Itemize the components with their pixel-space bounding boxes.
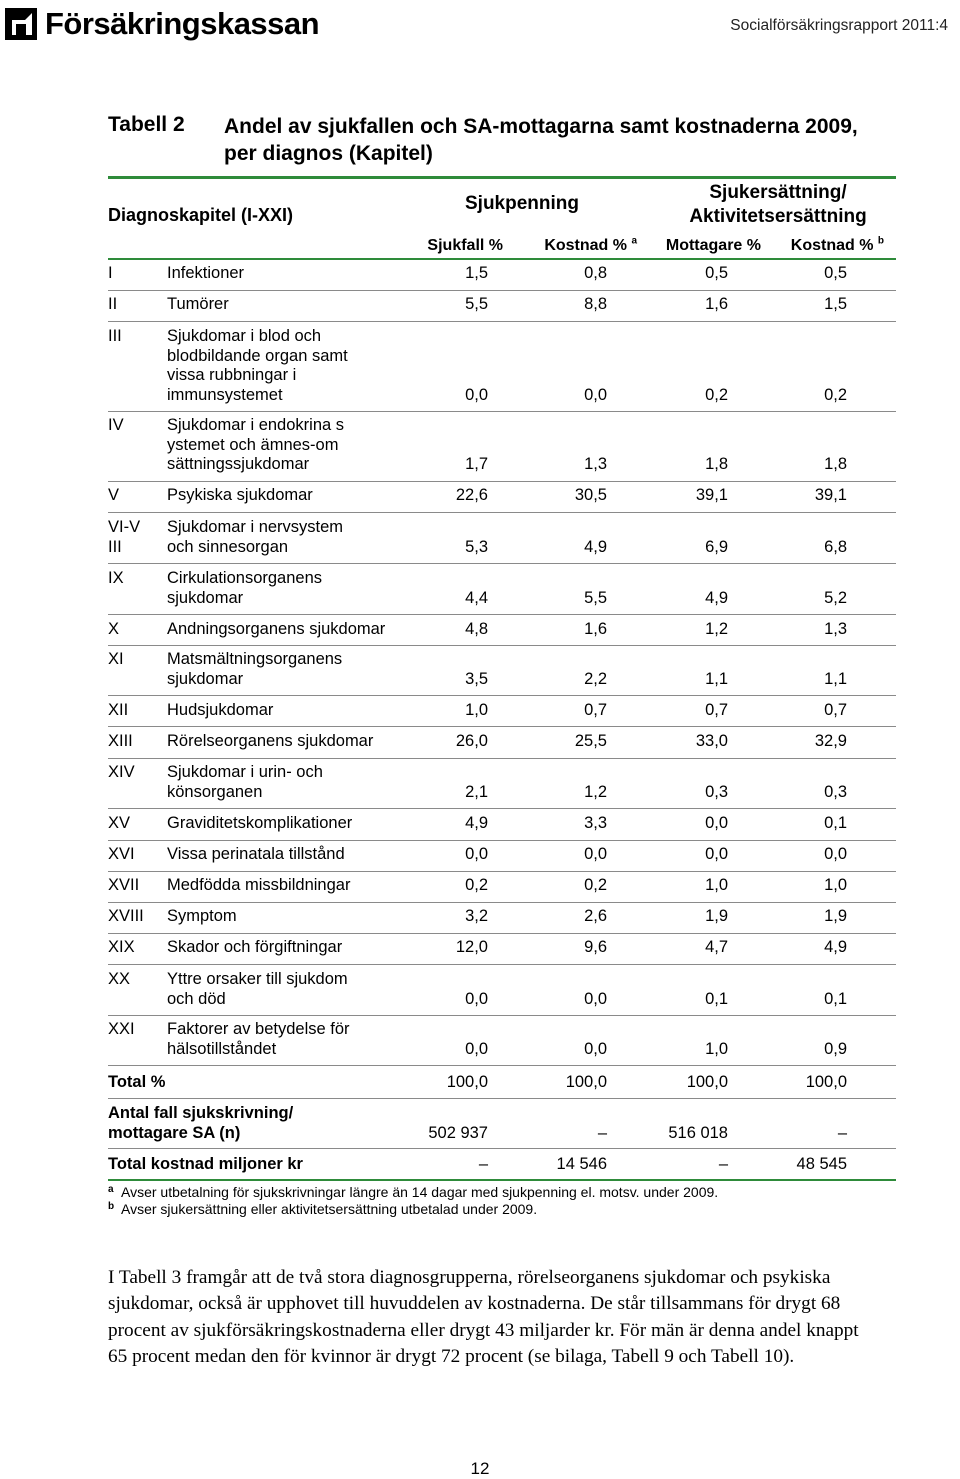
row-value-kostnad-sa: 0,1 (824, 989, 847, 1008)
antal-mottagare: 516 018 (668, 1123, 728, 1142)
row-value-kostnad-sa: 0,9 (824, 1039, 847, 1058)
row-value-sjukfall: 0,0 (465, 845, 488, 863)
row-chapter-code: XVII (108, 876, 140, 894)
logo (5, 4, 319, 44)
row-chapter-code: XXI (108, 1020, 135, 1038)
row-divider (108, 614, 896, 615)
column-header-diagnos: Diagnoskapitel (I-XXI) (108, 205, 294, 225)
row-value-sjukfall: 0,0 (465, 385, 488, 404)
row-divider (108, 695, 896, 696)
row-value-sjukfall: 5,3 (465, 537, 488, 556)
row-chapter-code: XV (108, 814, 131, 832)
total-sjukfall: 100,0 (446, 1073, 488, 1091)
footnote-b-mark: b (108, 1201, 115, 1212)
row-diagnosis-name: Vissa perinatala tillstånd (167, 845, 345, 863)
row-value-kostnad-sp: 25,5 (574, 732, 607, 750)
report-reference: Socialförsäkringsrapport 2011:4 (730, 17, 948, 34)
row-value-kostnad-sp: 4,9 (584, 537, 607, 556)
kostnad-mottagare: – (718, 1155, 728, 1173)
row-diagnosis-name: Sjukdomar i blod och blodbildande organ samt vissa rubbningar i immunsystemet (167, 327, 348, 404)
row-value-mottagare: 0,2 (705, 385, 728, 404)
antal-label-line2: mottagare SA (n) (108, 1123, 241, 1142)
row-chapter-code: XVIII (108, 907, 144, 925)
row-value-kostnad-sp: 3,3 (584, 814, 607, 832)
row-divider (108, 481, 896, 482)
row-value-kostnad-sa: 4,9 (824, 938, 847, 956)
row-value-mottagare: 6,9 (705, 537, 728, 556)
row-value-mottagare: 0,7 (705, 701, 728, 719)
table-row (108, 416, 896, 482)
antal-kostnad-sa: – (837, 1123, 847, 1142)
row-value-kostnad-sp: 9,6 (584, 938, 607, 956)
row-value-kostnad-sp: 30,5 (574, 486, 607, 504)
row-value-mottagare: 1,0 (705, 1039, 728, 1058)
row-chapter-code: XIV (108, 763, 135, 781)
row-value-kostnad-sa: 1,0 (824, 876, 847, 894)
row-value-sjukfall: 0,0 (465, 989, 488, 1008)
table-label: Tabell 2 (108, 113, 185, 136)
row-value-kostnad-sp: 0,2 (584, 876, 607, 894)
table-row (108, 814, 896, 841)
row-value-sjukfall: 5,5 (465, 295, 488, 313)
subheader-kostnad-a-label: Kostnad % (544, 237, 627, 254)
row-value-kostnad-sa: 0,3 (824, 782, 847, 801)
row-value-kostnad-sa: 32,9 (814, 732, 847, 750)
group-header-sa-line2: Aktivitetsersättning (689, 206, 867, 227)
row-value-mottagare: 0,3 (705, 782, 728, 801)
row-value-kostnad-sp: 0,8 (584, 264, 607, 282)
row-chapter-code: XI (108, 650, 124, 668)
total-row (108, 1073, 896, 1099)
group-header-sa (680, 181, 876, 229)
row-value-sjukfall: 3,2 (465, 907, 488, 925)
table-row (108, 295, 896, 322)
footnote-a-mark: a (108, 1184, 114, 1195)
row-value-mottagare: 1,2 (705, 620, 728, 638)
footnote-b (108, 1201, 718, 1218)
row-value-sjukfall: 12,0 (455, 938, 488, 956)
row-value-mottagare: 39,1 (695, 486, 728, 504)
row-chapter-code: XVI (108, 845, 135, 863)
row-diagnosis-name: Sjukdomar i nervsystem och sinnesorgan (167, 518, 344, 556)
row-divider (108, 1098, 896, 1099)
row-diagnosis-name: Andningsorganens sjukdomar (167, 620, 386, 638)
row-value-kostnad-sa: 0,7 (824, 701, 847, 719)
antal-label (108, 1104, 408, 1143)
row-value-kostnad-sa: 1,3 (824, 620, 847, 638)
row-value-kostnad-sp: 1,6 (584, 620, 607, 638)
row-value-sjukfall: 26,0 (455, 732, 488, 750)
table-top-rule (108, 176, 896, 179)
total-label: Total % (108, 1073, 166, 1091)
row-chapter-code: X (108, 620, 120, 638)
kostnad-row (108, 1155, 896, 1179)
table-row (108, 327, 896, 412)
row-divider (108, 933, 896, 934)
logo-text: Försäkringskassan (45, 6, 320, 41)
table-row (108, 701, 896, 727)
subheader-kostnad-a (544, 237, 637, 255)
row-value-sjukfall: 0,2 (465, 876, 488, 894)
row-divider (108, 411, 896, 412)
row-value-sjukfall: 4,8 (465, 620, 488, 638)
subheader-sjukfall: Sjukfall % (427, 237, 503, 254)
total-mottagare: 100,0 (686, 1073, 728, 1091)
page-number: 12 (470, 1459, 490, 1478)
table-row (108, 518, 896, 564)
row-value-mottagare: 1,8 (705, 455, 728, 473)
row-diagnosis-name: Medfödda missbildningar (167, 876, 351, 894)
row-value-sjukfall: 0,0 (465, 1039, 488, 1058)
row-divider (108, 840, 896, 841)
antal-row (108, 1104, 896, 1149)
row-diagnosis-name: Sjukdomar i endokrina systemet och ämnes-omsättningssjukdomar (167, 416, 345, 473)
row-diagnosis-name: Symptom (167, 907, 237, 925)
row-divider (108, 512, 896, 513)
row-divider (108, 1148, 896, 1149)
row-chapter-code: I (108, 264, 113, 282)
row-divider (108, 871, 896, 872)
table-title: Andel av sjukfallen och SA-mottagarna samt kostnaderna 2009, per diagnos (Kapitel) (224, 115, 858, 165)
kostnad-sjukfall: – (478, 1155, 488, 1173)
row-divider (108, 726, 896, 727)
row-value-kostnad-sa: 1,8 (824, 455, 847, 473)
row-diagnosis-name: Hudsjukdomar (167, 701, 274, 719)
body-paragraph: I Tabell 3 framgår att de två stora diagnosgrupperna, rörelseorganens sjukdomar och psykiska sjukdomar, också är upphovet till huvuddelen av kostnaderna. De står tillsammans för drygt 68 procent av sjukförsäkringskostnaderna eller drygt 43 miljarder kr. För män är denna andel knappt 65 procent medan den för kvinnor är drygt 72 procent (se bilaga, Tabell 9 och Tabell 10). (108, 1267, 859, 1368)
row-divider (108, 1015, 896, 1016)
kostnad-kostnad-sp: 14 546 (556, 1155, 607, 1173)
row-value-mottagare: 0,0 (705, 814, 728, 832)
row-value-kostnad-sa: 5,2 (824, 588, 847, 607)
row-diagnosis-name: Psykiska sjukdomar (167, 486, 313, 504)
row-value-mottagare: 33,0 (695, 732, 728, 750)
footnote-b-text: Avser sjukersättning eller aktivitetsersättning utbetalad under 2009. (121, 1201, 538, 1217)
row-value-kostnad-sa: 39,1 (814, 486, 847, 504)
row-value-kostnad-sa: 1,9 (824, 907, 847, 925)
row-divider (108, 758, 896, 759)
row-chapter-code: XX (108, 970, 131, 988)
row-divider (108, 964, 896, 965)
row-value-mottagare: 4,7 (705, 938, 728, 956)
row-diagnosis-name: Faktorer av betydelse för hälsotillståndet (167, 1020, 350, 1058)
row-divider (108, 1065, 896, 1066)
row-divider (108, 563, 896, 564)
row-value-kostnad-sp: 8,8 (584, 295, 607, 313)
row-chapter-code: IV (108, 416, 124, 434)
subheader-mottagare: Mottagare % (665, 237, 761, 254)
row-value-sjukfall: 2,1 (465, 782, 488, 801)
row-value-kostnad-sp: 0,0 (584, 1039, 607, 1058)
row-chapter-code: VI-VIII (108, 518, 141, 556)
row-chapter-code: XIII (108, 732, 133, 750)
row-divider (108, 321, 896, 322)
table-row (108, 486, 896, 513)
antal-sjukfall: 502 937 (428, 1123, 488, 1142)
row-value-kostnad-sp: 0,0 (584, 845, 607, 863)
row-value-sjukfall: 4,9 (465, 814, 488, 832)
row-value-mottagare: 1,6 (705, 295, 728, 313)
row-diagnosis-name: Sjukdomar i urin- och könsorganen (167, 763, 323, 801)
row-diagnosis-name: Yttre orsaker till sjukdom och död (167, 970, 348, 1008)
row-value-sjukfall: 22,6 (455, 486, 488, 504)
row-value-sjukfall: 1,0 (465, 701, 488, 719)
row-value-kostnad-sp: 0,0 (584, 385, 607, 404)
row-value-sjukfall: 3,5 (465, 669, 488, 688)
footnote-a-text: Avser utbetalning för sjukskrivningar längre än 14 dagar med sjukpenning el. motsv. under 2009. (121, 1184, 719, 1200)
row-value-kostnad-sp: 2,2 (584, 669, 607, 688)
group-header-sa-line1: Sjukersättning/ (709, 182, 847, 203)
row-value-kostnad-sa: 1,5 (824, 295, 847, 313)
row-diagnosis-name: Infektioner (167, 264, 245, 282)
row-value-mottagare: 0,1 (705, 989, 728, 1008)
group-header-sjukpenning: Sjukpenning (465, 193, 579, 214)
table-row (108, 1020, 896, 1066)
footnote-a (108, 1184, 718, 1201)
logo-mark-icon (5, 8, 37, 40)
row-value-mottagare: 0,0 (705, 845, 728, 863)
row-chapter-code: XIX (108, 938, 135, 956)
table-row (108, 732, 896, 759)
row-diagnosis-name: Tumörer (167, 295, 229, 313)
table-row (108, 876, 896, 903)
row-value-mottagare: 1,1 (705, 669, 728, 688)
kostnad-label: Total kostnad miljoner kr (108, 1155, 303, 1173)
row-value-mottagare: 0,5 (705, 264, 728, 282)
table-bottom-rule (108, 1179, 896, 1181)
row-chapter-code: V (108, 486, 120, 504)
table-row (108, 845, 896, 872)
footnotes (108, 1184, 718, 1218)
kostnad-kostnad-sa: 48 545 (796, 1155, 847, 1173)
row-value-kostnad-sp: 0,7 (584, 701, 607, 719)
row-value-sjukfall: 1,7 (465, 455, 488, 473)
row-value-kostnad-sa: 0,5 (824, 264, 847, 282)
table-row (108, 569, 896, 615)
table-row (108, 650, 896, 696)
row-value-mottagare: 4,9 (705, 588, 728, 607)
antal-label-line1: Antal fall sjukskrivning/ (108, 1104, 294, 1122)
row-diagnosis-name: Cirkulationsorganens sjukdomar (167, 569, 323, 607)
row-divider (108, 290, 896, 291)
row-divider (108, 808, 896, 809)
footnote-ref-a: a (631, 235, 637, 247)
footnote-ref-b: b (877, 235, 884, 247)
table-row (108, 763, 896, 809)
table-row (108, 620, 896, 646)
row-value-mottagare: 1,0 (705, 876, 728, 894)
row-chapter-code: IX (108, 569, 124, 587)
row-value-kostnad-sp: 1,3 (584, 455, 607, 473)
row-divider (108, 645, 896, 646)
row-diagnosis-name: Skador och förgiftningar (167, 938, 343, 956)
row-value-kostnad-sp: 1,2 (584, 782, 607, 801)
row-chapter-code: II (108, 295, 118, 313)
subheader-kostnad-b-label: Kostnad % (790, 237, 874, 254)
row-value-kostnad-sp: 0,0 (584, 989, 607, 1008)
total-kostnad-sp: 100,0 (565, 1073, 607, 1091)
row-value-kostnad-sp: 2,6 (584, 907, 607, 925)
row-diagnosis-name: Rörelseorganens sjukdomar (167, 732, 374, 750)
header-bottom-rule (108, 258, 896, 260)
row-value-mottagare: 1,9 (705, 907, 728, 925)
row-value-kostnad-sa: 0,2 (824, 385, 847, 404)
total-kostnad-sa: 100,0 (805, 1073, 847, 1091)
row-diagnosis-name: Matsmältningsorganens sjukdomar (167, 650, 343, 688)
row-value-sjukfall: 1,5 (465, 264, 488, 282)
row-value-sjukfall: 4,4 (465, 588, 488, 607)
row-chapter-code: III (108, 327, 122, 345)
table-row (108, 970, 896, 1016)
table-row (108, 938, 896, 965)
subheader-kostnad-b (791, 237, 884, 255)
row-chapter-code: XII (108, 701, 129, 719)
table-row (108, 907, 896, 934)
antal-kostnad-sp: – (597, 1123, 607, 1142)
row-value-kostnad-sa: 1,1 (824, 669, 847, 688)
table-row (108, 264, 896, 291)
row-value-kostnad-sa: 0,1 (824, 814, 847, 832)
row-diagnosis-name: Graviditetskomplikationer (167, 814, 353, 832)
row-divider (108, 902, 896, 903)
row-value-kostnad-sp: 5,5 (584, 588, 607, 607)
row-value-kostnad-sa: 6,8 (824, 537, 847, 556)
row-value-kostnad-sa: 0,0 (824, 845, 847, 863)
